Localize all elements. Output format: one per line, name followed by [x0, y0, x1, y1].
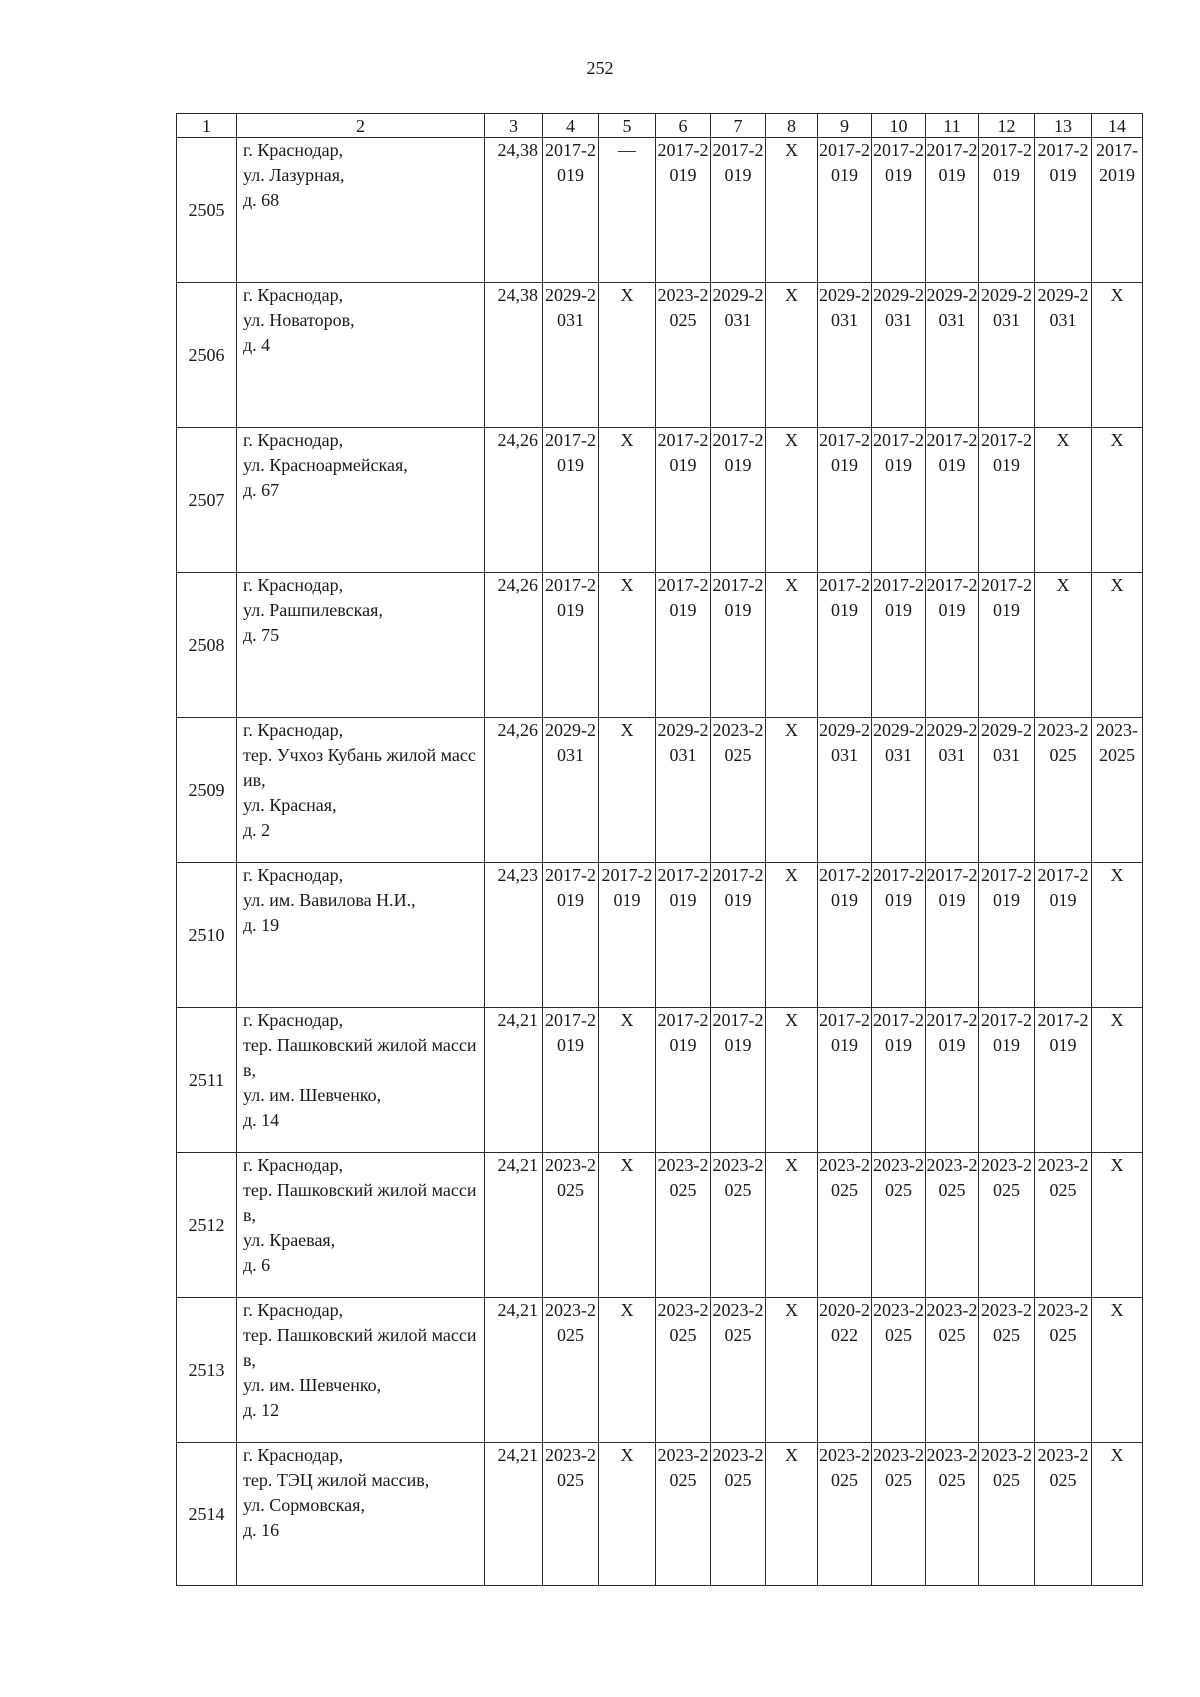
- address-line: д. 75: [243, 625, 280, 645]
- period-cell: 2023-2025: [979, 1298, 1035, 1443]
- period-cell: 2017-2019: [818, 138, 872, 283]
- row-number: 2513: [177, 1298, 237, 1443]
- period-cell: 2017-2019: [979, 1008, 1035, 1153]
- row-number: 2511: [177, 1008, 237, 1153]
- period-cell: 2029-2031: [543, 718, 599, 863]
- period-cell: 2023-2025: [711, 1443, 766, 1586]
- period-cell: 2017-2019: [872, 1008, 926, 1153]
- period-cell: X: [766, 428, 818, 573]
- table-row: [177, 1443, 1143, 1586]
- period-cell: 2017-2019: [926, 428, 979, 573]
- column-header: 1: [177, 114, 237, 138]
- address-line: д. 2: [243, 820, 271, 840]
- address-line: тер. Учхоз Кубань жилой массив,: [243, 745, 476, 790]
- period-cell: 2023-2025: [711, 718, 766, 863]
- period-cell: 2017-2019: [656, 573, 711, 718]
- table-row: [177, 283, 1143, 428]
- column-header: 7: [711, 114, 766, 138]
- period-cell: X: [766, 138, 818, 283]
- address-line: г. Краснодар,: [243, 720, 344, 740]
- period-cell: 2023-2025: [656, 1443, 711, 1586]
- period-cell: 2017-2019: [656, 863, 711, 1008]
- address-line: ул. им. Шевченко,: [243, 1375, 382, 1395]
- period-cell: 2029-2031: [872, 718, 926, 863]
- column-header: 5: [599, 114, 656, 138]
- period-cell: 2017-2019: [1092, 138, 1143, 283]
- address-line: г. Краснодар,: [243, 1445, 344, 1465]
- address-line: г. Краснодар,: [243, 140, 344, 160]
- address-line: тер. Пашковский жилой массив,: [243, 1180, 477, 1225]
- table-row: [177, 718, 1143, 863]
- period-cell: 2023-2025: [656, 283, 711, 428]
- period-cell: 2023-2025: [711, 1153, 766, 1298]
- address-line: г. Краснодар,: [243, 430, 344, 450]
- table-row: [177, 1298, 1143, 1443]
- period-cell: 2023-2025: [543, 1298, 599, 1443]
- area-cell: 24,26: [485, 428, 543, 573]
- period-cell: 2017-2019: [818, 573, 872, 718]
- period-cell: 2023-2025: [711, 1298, 766, 1443]
- address-line: д. 4: [243, 335, 271, 355]
- period-cell: 2023-2025: [656, 1153, 711, 1298]
- address-line: д. 6: [243, 1255, 271, 1275]
- address-line: ул. им. Вавилова Н.И.,: [243, 890, 416, 910]
- area-cell: 24,21: [485, 1008, 543, 1153]
- address-cell: [237, 1443, 485, 1586]
- address-line: г. Краснодар,: [243, 1155, 344, 1175]
- period-cell: X: [766, 863, 818, 1008]
- period-cell: X: [1092, 1443, 1143, 1586]
- period-cell: 2023-2025: [926, 1298, 979, 1443]
- table-row: [177, 428, 1143, 573]
- period-cell: X: [766, 1153, 818, 1298]
- address-cell: [237, 1298, 485, 1443]
- table-row: [177, 863, 1143, 1008]
- column-header: 2: [237, 114, 485, 138]
- period-cell: 2017-2019: [979, 573, 1035, 718]
- period-cell: 2017-2019: [818, 863, 872, 1008]
- address-line: д. 16: [243, 1520, 280, 1540]
- row-number: 2510: [177, 863, 237, 1008]
- period-cell: 2017-2019: [872, 138, 926, 283]
- column-header: 14: [1092, 114, 1143, 138]
- period-cell: X: [766, 1443, 818, 1586]
- column-header: 10: [872, 114, 926, 138]
- period-cell: 2017-2019: [872, 863, 926, 1008]
- address-line: д. 67: [243, 480, 280, 500]
- row-number: 2505: [177, 138, 237, 283]
- period-cell: 2017-2019: [599, 863, 656, 1008]
- period-cell: 2029-2031: [543, 283, 599, 428]
- period-cell: 2017-2019: [543, 573, 599, 718]
- area-cell: 24,21: [485, 1298, 543, 1443]
- period-cell: 2023-2025: [1035, 1298, 1092, 1443]
- period-cell: 2017-2019: [979, 138, 1035, 283]
- period-cell: 2017-2019: [1035, 1008, 1092, 1153]
- period-cell: X: [1092, 1153, 1143, 1298]
- period-cell: 2017-2019: [872, 573, 926, 718]
- table-row: [177, 573, 1143, 718]
- period-cell: 2017-2019: [711, 573, 766, 718]
- period-cell: X: [1092, 863, 1143, 1008]
- period-cell: 2023-2025: [818, 1153, 872, 1298]
- column-header: 9: [818, 114, 872, 138]
- period-cell: X: [1035, 573, 1092, 718]
- period-cell: 2017-2019: [926, 573, 979, 718]
- header-row: [177, 114, 1143, 138]
- period-cell: X: [766, 573, 818, 718]
- period-cell: 2017-2019: [711, 863, 766, 1008]
- address-line: г. Краснодар,: [243, 575, 344, 595]
- area-cell: 24,21: [485, 1153, 543, 1298]
- period-cell: 2023-2025: [872, 1298, 926, 1443]
- period-cell: 2023-2025: [1092, 718, 1143, 863]
- address-cell: [237, 283, 485, 428]
- period-cell: 2017-2019: [543, 863, 599, 1008]
- address-line: д. 68: [243, 190, 280, 210]
- period-cell: 2023-2025: [872, 1153, 926, 1298]
- period-cell: 2023-2025: [926, 1153, 979, 1298]
- table-row: [177, 1153, 1143, 1298]
- period-cell: X: [1092, 283, 1143, 428]
- period-cell: —: [599, 138, 656, 283]
- period-cell: X: [1035, 428, 1092, 573]
- address-line: ул. Новаторов,: [243, 310, 355, 330]
- column-header: 3: [485, 114, 543, 138]
- period-cell: 2029-2031: [872, 283, 926, 428]
- period-cell: 2017-2019: [656, 428, 711, 573]
- area-cell: 24,26: [485, 718, 543, 863]
- address-cell: [237, 1153, 485, 1298]
- period-cell: 2029-2031: [1035, 283, 1092, 428]
- address-line: тер. Пашковский жилой массив,: [243, 1035, 477, 1080]
- area-cell: 24,38: [485, 138, 543, 283]
- area-cell: 24,21: [485, 1443, 543, 1586]
- period-cell: 2017-2019: [711, 428, 766, 573]
- column-header: 6: [656, 114, 711, 138]
- address-cell: [237, 718, 485, 863]
- column-header: 12: [979, 114, 1035, 138]
- address-line: ул. им. Шевченко,: [243, 1085, 382, 1105]
- row-number: 2514: [177, 1443, 237, 1586]
- address-line: ул. Сормовская,: [243, 1495, 365, 1515]
- period-cell: 2029-2031: [979, 283, 1035, 428]
- period-cell: 2029-2031: [979, 718, 1035, 863]
- address-cell: [237, 573, 485, 718]
- address-cell: [237, 428, 485, 573]
- address-line: г. Краснодар,: [243, 285, 344, 305]
- period-cell: 2023-2025: [926, 1443, 979, 1586]
- period-cell: 2020-2022: [818, 1298, 872, 1443]
- period-cell: 2029-2031: [656, 718, 711, 863]
- address-cell: [237, 1008, 485, 1153]
- period-cell: X: [599, 283, 656, 428]
- period-cell: 2017-2019: [656, 138, 711, 283]
- area-cell: 24,26: [485, 573, 543, 718]
- address-line: д. 19: [243, 915, 280, 935]
- period-cell: 2023-2025: [1035, 1153, 1092, 1298]
- address-line: ул. Красноармейская,: [243, 455, 408, 475]
- column-header: 11: [926, 114, 979, 138]
- period-cell: 2017-2019: [711, 1008, 766, 1153]
- address-line: д. 14: [243, 1110, 280, 1130]
- period-cell: 2017-2019: [979, 428, 1035, 573]
- period-cell: X: [599, 1298, 656, 1443]
- period-cell: 2029-2031: [818, 283, 872, 428]
- period-cell: X: [599, 1153, 656, 1298]
- period-cell: 2029-2031: [818, 718, 872, 863]
- period-cell: 2023-2025: [818, 1443, 872, 1586]
- period-cell: 2023-2025: [979, 1443, 1035, 1586]
- period-cell: 2023-2025: [543, 1443, 599, 1586]
- area-cell: 24,23: [485, 863, 543, 1008]
- area-cell: 24,38: [485, 283, 543, 428]
- period-cell: X: [599, 428, 656, 573]
- table-row: [177, 1008, 1143, 1153]
- period-cell: 2023-2025: [872, 1443, 926, 1586]
- address-cell: [237, 863, 485, 1008]
- period-cell: 2017-2019: [818, 428, 872, 573]
- period-cell: X: [599, 718, 656, 863]
- period-cell: X: [766, 283, 818, 428]
- period-cell: 2017-2019: [543, 138, 599, 283]
- period-cell: 2017-2019: [926, 863, 979, 1008]
- period-cell: X: [1092, 573, 1143, 718]
- column-header: 13: [1035, 114, 1092, 138]
- period-cell: X: [1092, 1298, 1143, 1443]
- column-header: 4: [543, 114, 599, 138]
- address-line: ул. Красная,: [243, 795, 337, 815]
- address-line: г. Краснодар,: [243, 865, 344, 885]
- period-cell: 2023-2025: [1035, 718, 1092, 863]
- period-cell: 2023-2025: [543, 1153, 599, 1298]
- address-cell: [237, 138, 485, 283]
- row-number: 2508: [177, 573, 237, 718]
- address-line: ул. Лазурная,: [243, 165, 345, 185]
- period-cell: 2017-2019: [872, 428, 926, 573]
- period-cell: 2017-2019: [543, 1008, 599, 1153]
- period-cell: X: [599, 1443, 656, 1586]
- period-cell: X: [766, 1298, 818, 1443]
- period-cell: 2017-2019: [1035, 138, 1092, 283]
- row-number: 2506: [177, 283, 237, 428]
- period-cell: 2017-2019: [979, 863, 1035, 1008]
- period-cell: 2017-2019: [926, 1008, 979, 1153]
- period-cell: X: [766, 718, 818, 863]
- row-number: 2512: [177, 1153, 237, 1298]
- period-cell: 2017-2019: [818, 1008, 872, 1153]
- period-cell: 2023-2025: [979, 1153, 1035, 1298]
- address-line: г. Краснодар,: [243, 1300, 344, 1320]
- page-number: 252: [586, 58, 614, 78]
- period-cell: X: [1092, 1008, 1143, 1153]
- period-cell: 2017-2019: [711, 138, 766, 283]
- period-cell: 2023-2025: [1035, 1443, 1092, 1586]
- address-line: ул. Рашпилевская,: [243, 600, 383, 620]
- address-line: г. Краснодар,: [243, 1010, 344, 1030]
- address-line: тер. ТЭЦ жилой массив,: [243, 1470, 430, 1490]
- period-cell: 2017-2019: [1035, 863, 1092, 1008]
- period-cell: 2017-2019: [926, 138, 979, 283]
- period-cell: X: [599, 573, 656, 718]
- address-line: тер. Пашковский жилой массив,: [243, 1325, 477, 1370]
- period-cell: 2029-2031: [711, 283, 766, 428]
- row-number: 2507: [177, 428, 237, 573]
- period-cell: 2029-2031: [926, 283, 979, 428]
- period-cell: X: [766, 1008, 818, 1153]
- period-cell: X: [599, 1008, 656, 1153]
- period-cell: 2017-2019: [656, 1008, 711, 1153]
- period-cell: 2029-2031: [926, 718, 979, 863]
- address-line: д. 12: [243, 1400, 280, 1420]
- register-table: [176, 113, 1143, 1586]
- column-header: 8: [766, 114, 818, 138]
- period-cell: 2023-2025: [656, 1298, 711, 1443]
- address-line: ул. Краевая,: [243, 1230, 336, 1250]
- table-row: [177, 138, 1143, 283]
- period-cell: X: [1092, 428, 1143, 573]
- row-number: 2509: [177, 718, 237, 863]
- period-cell: 2017-2019: [543, 428, 599, 573]
